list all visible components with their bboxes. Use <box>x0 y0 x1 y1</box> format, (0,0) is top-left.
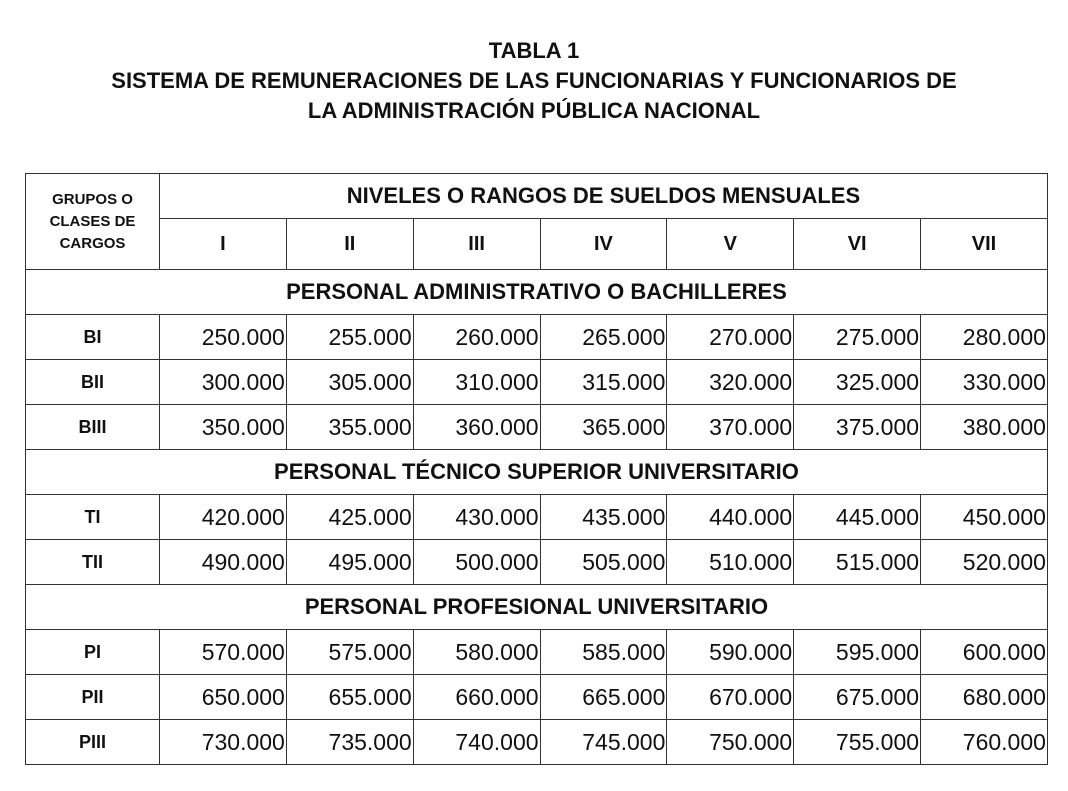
salary-cell: 580.000 <box>413 630 540 675</box>
row-label: PIII <box>26 720 160 765</box>
level-header: IV <box>540 219 667 270</box>
title-line-3: LA ADMINISTRACIÓN PÚBLICA NACIONAL <box>307 98 761 123</box>
salary-cell: 665.000 <box>540 675 667 720</box>
salary-cell: 310.000 <box>413 360 540 405</box>
table-row <box>26 405 1048 450</box>
salary-cell: 425.000 <box>286 495 413 540</box>
group-header-line: CARGOS <box>59 234 126 252</box>
salary-cell: 500.000 <box>413 540 540 585</box>
table-row <box>26 315 1048 360</box>
salary-table-body <box>26 174 1048 765</box>
salary-cell: 570.000 <box>160 630 287 675</box>
salary-cell: 265.000 <box>540 315 667 360</box>
salary-cell: 735.000 <box>286 720 413 765</box>
level-header: I <box>160 219 287 270</box>
level-header: VII <box>921 219 1048 270</box>
row-label: PII <box>26 675 160 720</box>
salary-cell: 505.000 <box>540 540 667 585</box>
salary-cell: 325.000 <box>794 360 921 405</box>
salary-cell: 730.000 <box>160 720 287 765</box>
salary-cell: 380.000 <box>921 405 1048 450</box>
group-header-line: GRUPOS O <box>52 190 133 208</box>
section-title: PERSONAL TÉCNICO SUPERIOR UNIVERSITARIO <box>26 450 1048 495</box>
row-label: BII <box>26 360 160 405</box>
salary-cell: 595.000 <box>794 630 921 675</box>
salary-cell: 360.000 <box>413 405 540 450</box>
section-row <box>26 270 1048 315</box>
level-header: III <box>413 219 540 270</box>
row-label: PI <box>26 630 160 675</box>
salary-cell: 670.000 <box>667 675 794 720</box>
group-header-cell <box>26 174 160 270</box>
salary-cell: 745.000 <box>540 720 667 765</box>
table-row <box>26 630 1048 675</box>
salary-cell: 280.000 <box>921 315 1048 360</box>
salary-cell: 680.000 <box>921 675 1048 720</box>
row-label: TII <box>26 540 160 585</box>
salary-cell: 510.000 <box>667 540 794 585</box>
section-title: PERSONAL PROFESIONAL UNIVERSITARIO <box>26 585 1048 630</box>
salary-cell: 660.000 <box>413 675 540 720</box>
salary-cell: 355.000 <box>286 405 413 450</box>
document-title <box>0 36 1068 126</box>
salary-table <box>25 173 1048 765</box>
section-title: PERSONAL ADMINISTRATIVO O BACHILLERES <box>26 270 1048 315</box>
level-header: V <box>667 219 794 270</box>
salary-cell: 315.000 <box>540 360 667 405</box>
salary-cell: 590.000 <box>667 630 794 675</box>
salary-cell: 445.000 <box>794 495 921 540</box>
salary-cell: 350.000 <box>160 405 287 450</box>
salary-cell: 270.000 <box>667 315 794 360</box>
salary-cell: 420.000 <box>160 495 287 540</box>
levels-header: NIVELES O RANGOS DE SUELDOS MENSUALES <box>160 174 1048 219</box>
salary-cell: 755.000 <box>794 720 921 765</box>
salary-cell: 520.000 <box>921 540 1048 585</box>
salary-cell: 330.000 <box>921 360 1048 405</box>
salary-cell: 515.000 <box>794 540 921 585</box>
salary-cell: 275.000 <box>794 315 921 360</box>
salary-cell: 255.000 <box>286 315 413 360</box>
title-line-1: TABLA 1 <box>488 38 580 63</box>
row-label: BI <box>26 315 160 360</box>
salary-cell: 675.000 <box>794 675 921 720</box>
row-label: TI <box>26 495 160 540</box>
section-row <box>26 450 1048 495</box>
salary-cell: 375.000 <box>794 405 921 450</box>
salary-cell: 370.000 <box>667 405 794 450</box>
table-row <box>26 495 1048 540</box>
salary-cell: 585.000 <box>540 630 667 675</box>
salary-cell: 490.000 <box>160 540 287 585</box>
group-header-line: CLASES DE <box>49 212 136 230</box>
salary-cell: 365.000 <box>540 405 667 450</box>
table-row <box>26 720 1048 765</box>
header-row-levels <box>26 219 1048 270</box>
table-row <box>26 360 1048 405</box>
salary-cell: 305.000 <box>286 360 413 405</box>
table-row <box>26 540 1048 585</box>
salary-cell: 260.000 <box>413 315 540 360</box>
salary-cell: 250.000 <box>160 315 287 360</box>
salary-cell: 760.000 <box>921 720 1048 765</box>
salary-cell: 750.000 <box>667 720 794 765</box>
row-label: BIII <box>26 405 160 450</box>
salary-cell: 655.000 <box>286 675 413 720</box>
salary-cell: 650.000 <box>160 675 287 720</box>
salary-cell: 435.000 <box>540 495 667 540</box>
level-header: II <box>286 219 413 270</box>
salary-cell: 740.000 <box>413 720 540 765</box>
salary-cell: 600.000 <box>921 630 1048 675</box>
header-row-top <box>26 174 1048 219</box>
salary-cell: 575.000 <box>286 630 413 675</box>
salary-cell: 300.000 <box>160 360 287 405</box>
section-row <box>26 585 1048 630</box>
salary-cell: 320.000 <box>667 360 794 405</box>
salary-cell: 450.000 <box>921 495 1048 540</box>
salary-cell: 495.000 <box>286 540 413 585</box>
table-row <box>26 675 1048 720</box>
title-line-2: SISTEMA DE REMUNERACIONES DE LAS FUNCIONARIAS Y FUNCIONARIOS DE <box>111 68 957 93</box>
salary-cell: 430.000 <box>413 495 540 540</box>
salary-cell: 440.000 <box>667 495 794 540</box>
level-header: VI <box>794 219 921 270</box>
